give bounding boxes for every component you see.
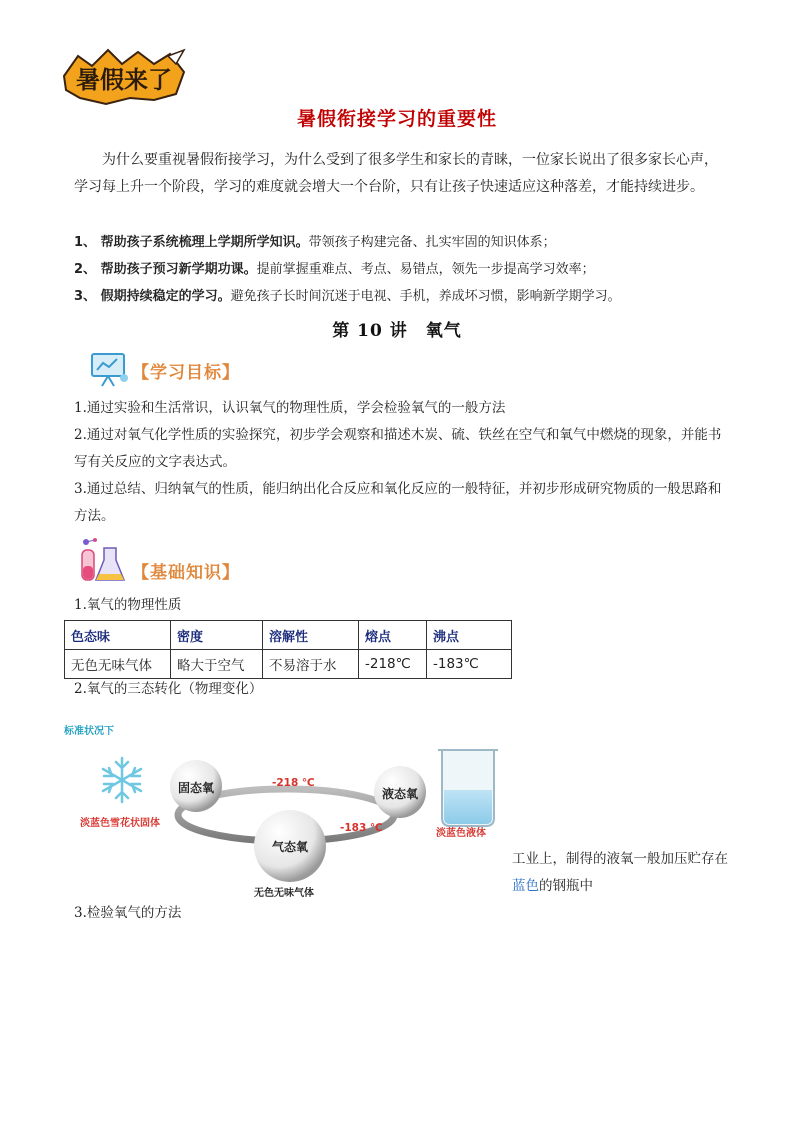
gas-description: 无色无味气体 bbox=[254, 888, 314, 899]
solid-description: 淡蓝色雪花状固体 bbox=[80, 818, 160, 829]
table-cell: -218℃ bbox=[359, 650, 427, 679]
snowflake-icon bbox=[103, 758, 141, 802]
lab-flask-icon bbox=[74, 536, 130, 586]
table-cell: -183℃ bbox=[427, 650, 512, 679]
goal-item-2: 2.通过对氧气化学性质的实验探究，初步学会观察和描述木炭、硫、铁丝在空气和氧气中燃烧的现象，并能书写有关反应的文字表达式。 bbox=[74, 427, 722, 470]
point-3-bold: 3、 假期持续稳定的学习。 bbox=[74, 289, 231, 304]
basics-sub3: 3.检验氧气的方法 bbox=[74, 905, 182, 921]
note-blue-text: 蓝色 bbox=[512, 878, 539, 894]
solid-oxygen-label: 固态氧 bbox=[177, 781, 214, 795]
intro-paragraph bbox=[74, 147, 724, 201]
temperature-label-2: -183 ℃ bbox=[340, 822, 383, 834]
table-cell: 略大于空气 bbox=[171, 650, 263, 679]
beaker-icon bbox=[438, 750, 498, 826]
point-2-text: 提前掌握重难点、考点、易错点，领先一步提高学习效率； bbox=[256, 262, 595, 277]
storage-note bbox=[512, 846, 732, 900]
table-header-cell: 密度 bbox=[171, 621, 263, 650]
table-header-row bbox=[65, 621, 512, 650]
lecture-title: 第 10 讲 氧气 bbox=[332, 321, 462, 341]
basics-sub1: 1.氧气的物理性质 bbox=[74, 597, 182, 613]
summer-logo bbox=[58, 42, 190, 112]
table-row bbox=[65, 650, 512, 679]
point-3-text: 避免孩子长时间沉迷于电视、手机，养成坏习惯，影响新学期学习。 bbox=[230, 289, 621, 304]
note-text-1: 工业上，制得的液氧一般加压贮存在 bbox=[512, 851, 728, 867]
liquid-oxygen-label: 液态氧 bbox=[381, 787, 418, 801]
table-header-cell: 色态味 bbox=[65, 621, 171, 650]
intro-text: 为什么要重视暑假衔接学习，为什么受到了很多学生和家长的青睐，一位家长说出了很多家长心声，学习每上升一个阶段，学习的难度就会增大一个台阶，只有让孩子快速适应这种落差，才能持续进步。 bbox=[74, 152, 718, 195]
presentation-board-icon bbox=[88, 350, 130, 388]
basics-sub2: 2.氧气的三态转化（物理变化） bbox=[74, 681, 263, 697]
table-cell: 无色无味气体 bbox=[65, 650, 171, 679]
note-text-2: 的钢瓶中 bbox=[539, 878, 593, 894]
table-header-cell: 熔点 bbox=[359, 621, 427, 650]
table-header-cell: 沸点 bbox=[427, 621, 512, 650]
point-1-bold: 1、 帮助孩子系统梳理上学期所学知识。 bbox=[74, 235, 309, 250]
logo-text: 暑假来了 bbox=[76, 66, 172, 94]
point-2-bold: 2、 帮助孩子预习新学期功课。 bbox=[74, 262, 257, 277]
goals-heading: 【学习目标】 bbox=[132, 363, 240, 383]
point-3 bbox=[74, 283, 734, 310]
goal-item-1: 1.通过实验和生活常识，认识氧气的物理性质，学会检验氧气的一般方法 bbox=[74, 400, 506, 416]
goal-item-3: 3.通过总结、归纳氧气的性质，能归纳出化合反应和氧化反应的一般特征，并初步形成研究物质的一般思路和方法。 bbox=[74, 481, 722, 524]
liquid-description: 淡蓝色液体 bbox=[436, 828, 486, 839]
oxygen-property-table bbox=[64, 620, 512, 679]
page-title: 暑假衔接学习的重要性 bbox=[296, 108, 497, 130]
basics-heading: 【基础知识】 bbox=[132, 563, 240, 583]
summer-logo-graphic bbox=[58, 42, 190, 112]
point-2 bbox=[74, 256, 734, 283]
point-1 bbox=[74, 229, 734, 256]
gas-oxygen-label: 气态氧 bbox=[271, 840, 308, 854]
temperature-label-1: -218 ℃ bbox=[272, 777, 315, 789]
diagram-condition: 标准状况下 bbox=[64, 726, 114, 737]
point-1-text: 带领孩子构建完备、扎实牢固的知识体系； bbox=[308, 235, 556, 250]
table-cell: 不易溶于水 bbox=[263, 650, 359, 679]
table-header-cell: 溶解性 bbox=[263, 621, 359, 650]
